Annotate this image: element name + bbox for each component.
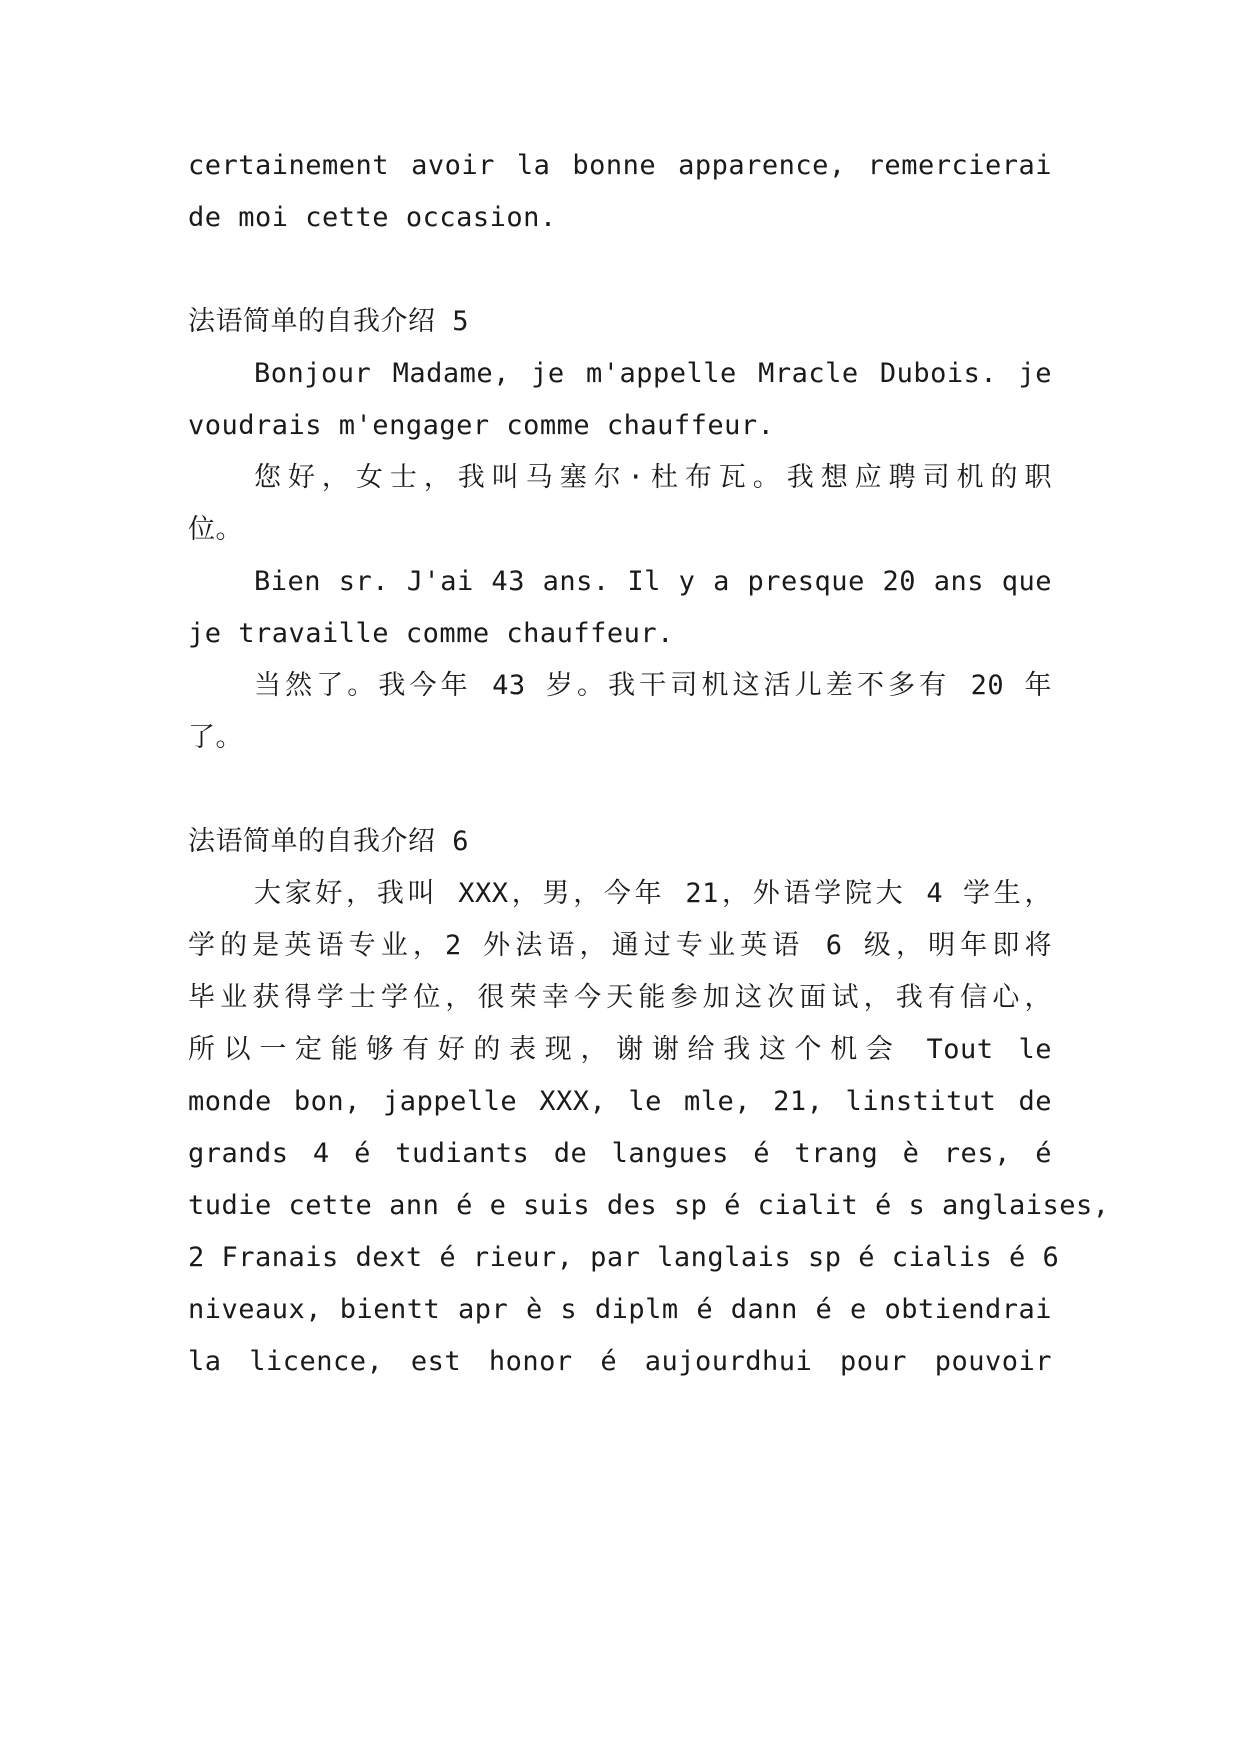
body-line: tudie cette ann é e suis des sp é cialit é s anglaises, [188, 1190, 1110, 1221]
body-line: Bien sr. J'ai 43 ans. Il y a presque 20 ans que [254, 566, 1052, 597]
body-line: je travaille comme chauffeur. [188, 618, 674, 649]
body-line: voudrais m'engager comme chauffeur. [188, 410, 775, 441]
section-heading: 法语简单的自我介绍 6 [188, 826, 470, 857]
section-heading: 法语简单的自我介绍 5 [188, 306, 470, 337]
body-line: Bonjour Madame, je m'appelle Mracle Dubois. je [254, 358, 1052, 389]
body-line: 当然了。我今年 43 岁。我干司机这活儿差不多有 20 年 [254, 670, 1052, 701]
body-line: monde bon, jappelle XXX, le mle, 21, linstitut de [188, 1086, 1052, 1117]
body-line: certainement avoir la bonne apparence, remercierai [188, 150, 1052, 181]
body-line: niveaux, bientt apr è s diplm é dann é e obtiendrai [188, 1294, 1052, 1325]
body-line: 您好，女士，我叫马塞尔·杜布瓦。我想应聘司机的职 [254, 462, 1052, 493]
body-line: 学的是英语专业，2 外法语，通过专业英语 6 级，明年即将 [188, 930, 1052, 961]
body-line: 了。 [188, 722, 243, 753]
body-line: 所以一定能够有好的表现，谢谢给我这个机会 Tout le [188, 1034, 1052, 1065]
body-line: de moi cette occasion. [188, 202, 557, 233]
body-line: 毕业获得学士学位，很荣幸今天能参加这次面试，我有信心， [188, 982, 1052, 1013]
body-line: 2 Franais dext é rieur, par langlais sp é cialis é 6 [188, 1242, 1060, 1273]
body-line: grands 4 é tudiants de langues é trang è res, é [188, 1138, 1052, 1169]
body-line: la licence, est honor é aujourdhui pour pouvoir [188, 1346, 1052, 1377]
body-line: 位。 [188, 514, 243, 545]
body-line: 大家好，我叫 XXX，男，今年 21，外语学院大 4 学生， [254, 878, 1052, 909]
